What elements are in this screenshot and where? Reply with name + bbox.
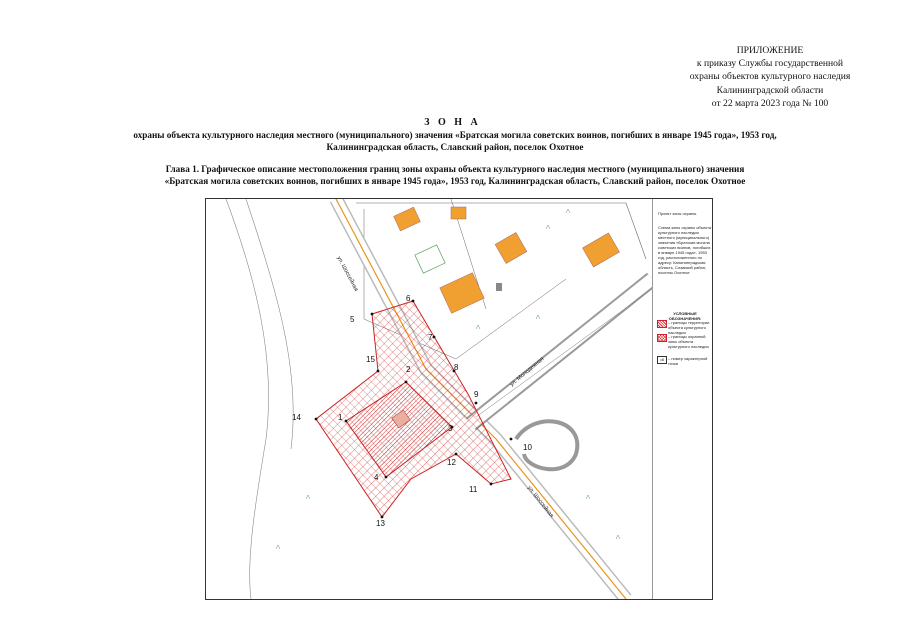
grass-mark bbox=[476, 325, 480, 329]
point-marker bbox=[315, 418, 318, 421]
map-frame bbox=[205, 198, 713, 600]
point-marker bbox=[381, 516, 384, 519]
point-marker bbox=[490, 483, 493, 486]
point-marker bbox=[412, 300, 415, 303]
point-label: 4 bbox=[374, 473, 379, 482]
appendix-block bbox=[640, 44, 900, 110]
legend-item-label: – границы территории объекта культурного наследия bbox=[668, 320, 710, 335]
document-subtitle bbox=[60, 129, 850, 154]
point-marker bbox=[377, 370, 380, 373]
point-label: 15 bbox=[366, 355, 375, 364]
point-marker bbox=[433, 336, 436, 339]
point-label: 3 bbox=[448, 424, 453, 433]
point-label: 10 bbox=[523, 443, 532, 452]
point-marker bbox=[405, 381, 408, 384]
road-molodezhnaya-surface bbox=[471, 279, 652, 424]
point-label: 8 bbox=[454, 363, 459, 372]
grass-mark bbox=[586, 495, 590, 499]
point-label: 12 bbox=[447, 458, 456, 467]
chapter-heading bbox=[60, 163, 850, 188]
point-label: 6 bbox=[406, 294, 411, 303]
grass-mark bbox=[276, 545, 280, 549]
point-label: 13 bbox=[376, 519, 385, 528]
legend-item-label: – границы охранной зоны объекта культурного наследия bbox=[668, 334, 709, 349]
road-molodezhnaya-edge bbox=[476, 289, 652, 417]
street-label-shosseynaya: ул. Шоссейная bbox=[335, 255, 359, 293]
grass-mark bbox=[566, 209, 570, 213]
zone-title: З О Н А bbox=[424, 117, 481, 128]
point-marker bbox=[385, 476, 388, 479]
territory-swatch-icon bbox=[657, 320, 667, 328]
appendix-line: от 22 марта 2023 года № 100 bbox=[711, 97, 829, 109]
legend-description: Схема зоны охраны объекта культурного наследия местного (муниципального) значения «Братская могила советских воинов, погибших в январе 1945 года», 1953 год, расположенного по адресу: Калининградская область, Славский район, поселок Охотное bbox=[658, 225, 712, 275]
grass-mark bbox=[546, 225, 550, 229]
point-label: 7 bbox=[428, 333, 433, 342]
building bbox=[583, 233, 620, 267]
appendix-line: Калининградской области bbox=[716, 84, 824, 96]
legend-heading: УСЛОВНЫЕ ОБОЗНАЧЕНИЯ: bbox=[668, 311, 702, 321]
point-label: 5 bbox=[350, 315, 355, 324]
legend-project-label: Проект зоны охраны. bbox=[658, 211, 698, 216]
map-drawing bbox=[206, 199, 652, 599]
street-label-shosseynaya-south: ул. Шоссейная bbox=[526, 485, 555, 519]
appendix-line: охраны объектов культурного наследия bbox=[689, 71, 851, 83]
point-label: 9 bbox=[474, 390, 479, 399]
point-label: 2 bbox=[406, 365, 411, 374]
point-label: 1 bbox=[338, 413, 343, 422]
subtitle-line-1: охраны объекта культурного наследия местного (муниципального) значения «Братская могила советских воинов, погибших в январе 1945 года», 1953 год, bbox=[133, 130, 777, 140]
point-marker bbox=[475, 402, 478, 405]
point-marker bbox=[371, 313, 374, 316]
grass-mark bbox=[536, 315, 540, 319]
building bbox=[440, 273, 484, 314]
shed bbox=[496, 283, 502, 291]
legend-item-label: – номер характерной точки bbox=[668, 356, 708, 366]
field-boundary-line bbox=[226, 199, 269, 599]
chapter-line-2: «Братская могила советских воинов, погибших в январе 1945 года», 1953 год, Калининградская область, Славский район, поселок Охотное bbox=[164, 176, 746, 187]
greenhouse bbox=[415, 245, 445, 273]
building bbox=[495, 232, 527, 263]
protection-zone-swatch-icon bbox=[657, 334, 667, 342]
point-label: 11 bbox=[469, 485, 478, 494]
appendix-line: ПРИЛОЖЕНИЕ bbox=[736, 45, 804, 56]
grass-mark bbox=[306, 495, 310, 499]
point-label: 14 bbox=[292, 413, 301, 422]
legend-panel bbox=[652, 199, 713, 599]
point-number-swatch-icon: •8 bbox=[657, 356, 667, 364]
appendix-line: к приказу Службы государственной bbox=[696, 58, 844, 70]
field-boundary-line bbox=[246, 199, 293, 449]
subtitle-line-2: Калининградская область, Славский район, поселок Охотное bbox=[326, 142, 584, 153]
point-marker bbox=[510, 438, 513, 441]
point-marker bbox=[455, 453, 458, 456]
building bbox=[451, 207, 466, 219]
grass-mark bbox=[616, 535, 620, 539]
building bbox=[394, 207, 421, 231]
chapter-line-1: Глава 1. Графическое описание местоположения границ зоны охраны объекта культурного наследия местного (муниципального) значения bbox=[165, 164, 745, 174]
point-marker bbox=[345, 420, 348, 423]
street-label-molodezhnaya: ул. Молодежная bbox=[509, 356, 546, 388]
